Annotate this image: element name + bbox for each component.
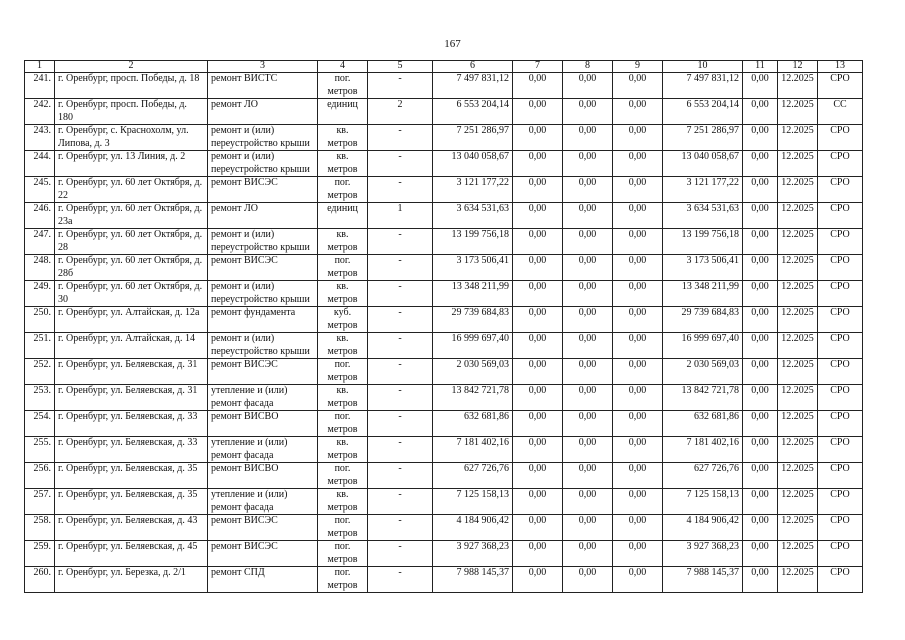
fund-cost-cell: 3 173 506,41 (663, 255, 743, 281)
cost-cell: 0,00 (513, 489, 563, 515)
cost-cell: 0,00 (563, 567, 613, 593)
fund-cost-cell: 6 553 204,14 (663, 99, 743, 125)
fund-cost-cell: 7 181 402,16 (663, 437, 743, 463)
fund-cost-cell: 7 988 145,37 (663, 567, 743, 593)
cost-cell: 0,00 (613, 125, 663, 151)
completion-date-cell: 12.2025 (778, 99, 818, 125)
quantity-cell: - (368, 73, 433, 99)
column-header: 3 (208, 61, 318, 73)
cost-cell: 0,00 (563, 307, 613, 333)
address-cell: г. Оренбург, ул. 60 лет Октября, д. 22 (55, 177, 208, 203)
cost-cell: 0,00 (563, 463, 613, 489)
unit-cell: единиц (318, 203, 368, 229)
address-cell: г. Оренбург, ул. Беляевская, д. 35 (55, 489, 208, 515)
fund-cost-cell: 7 251 286,97 (663, 125, 743, 151)
cost-cell: 0,00 (743, 515, 778, 541)
method-cell: СРО (818, 177, 863, 203)
unit-cell: кв. метров (318, 229, 368, 255)
row-number-cell: 254. (25, 411, 55, 437)
fund-cost-cell: 13 199 756,18 (663, 229, 743, 255)
column-header: 2 (55, 61, 208, 73)
unit-cell: пог. метров (318, 411, 368, 437)
work-type-cell: ремонт и (или) переустройство крыши (208, 125, 318, 151)
cost-cell: 0,00 (743, 151, 778, 177)
cost-cell: 0,00 (613, 437, 663, 463)
cost-cell: 0,00 (743, 489, 778, 515)
cost-cell: 0,00 (613, 151, 663, 177)
cost-cell: 0,00 (743, 307, 778, 333)
cost-cell: 0,00 (613, 359, 663, 385)
address-cell: г. Оренбург, ул. Беляевская, д. 45 (55, 541, 208, 567)
cost-cell: 0,00 (513, 359, 563, 385)
unit-cell: кв. метров (318, 333, 368, 359)
quantity-cell: - (368, 515, 433, 541)
unit-cell: куб. метров (318, 307, 368, 333)
cost-cell: 0,00 (613, 229, 663, 255)
cost-cell: 0,00 (613, 281, 663, 307)
completion-date-cell: 12.2025 (778, 255, 818, 281)
column-header: 6 (433, 61, 513, 73)
quantity-cell: - (368, 307, 433, 333)
address-cell: г. Оренбург, ул. Беляевская, д. 33 (55, 437, 208, 463)
total-cost-cell: 13 348 211,99 (433, 281, 513, 307)
cost-cell: 0,00 (743, 359, 778, 385)
method-cell: СРО (818, 73, 863, 99)
unit-cell: кв. метров (318, 125, 368, 151)
row-number-cell: 242. (25, 99, 55, 125)
table-row (25, 125, 863, 151)
completion-date-cell: 12.2025 (778, 463, 818, 489)
completion-date-cell: 12.2025 (778, 229, 818, 255)
cost-cell: 0,00 (743, 281, 778, 307)
quantity-cell: - (368, 385, 433, 411)
cost-cell: 0,00 (563, 255, 613, 281)
fund-cost-cell: 7 497 831,12 (663, 73, 743, 99)
work-type-cell: утепление и (или) ремонт фасада (208, 489, 318, 515)
cost-cell: 0,00 (513, 255, 563, 281)
address-cell: г. Оренбург, ул. 60 лет Октября, д. 23а (55, 203, 208, 229)
total-cost-cell: 29 739 684,83 (433, 307, 513, 333)
method-cell: СРО (818, 281, 863, 307)
fund-cost-cell: 4 184 906,42 (663, 515, 743, 541)
total-cost-cell: 13 040 058,67 (433, 151, 513, 177)
work-type-cell: ремонт ВИСЭС (208, 255, 318, 281)
unit-cell: кв. метров (318, 385, 368, 411)
unit-cell: кв. метров (318, 281, 368, 307)
method-cell: СРО (818, 359, 863, 385)
work-type-cell: утепление и (или) ремонт фасада (208, 385, 318, 411)
total-cost-cell: 16 999 697,40 (433, 333, 513, 359)
completion-date-cell: 12.2025 (778, 489, 818, 515)
cost-cell: 0,00 (513, 411, 563, 437)
cost-cell: 0,00 (743, 255, 778, 281)
work-type-cell: ремонт и (или) переустройство крыши (208, 151, 318, 177)
total-cost-cell: 7 125 158,13 (433, 489, 513, 515)
row-number-cell: 245. (25, 177, 55, 203)
cost-cell: 0,00 (513, 203, 563, 229)
cost-cell: 0,00 (613, 255, 663, 281)
address-cell: г. Оренбург, ул. 60 лет Октября, д. 30 (55, 281, 208, 307)
cost-cell: 0,00 (513, 73, 563, 99)
column-header: 4 (318, 61, 368, 73)
quantity-cell: - (368, 281, 433, 307)
fund-cost-cell: 632 681,86 (663, 411, 743, 437)
table-row (25, 203, 863, 229)
quantity-cell: - (368, 359, 433, 385)
table-row (25, 515, 863, 541)
total-cost-cell: 7 988 145,37 (433, 567, 513, 593)
quantity-cell: - (368, 437, 433, 463)
cost-cell: 0,00 (513, 307, 563, 333)
row-number-cell: 243. (25, 125, 55, 151)
table-row (25, 463, 863, 489)
method-cell: СРО (818, 411, 863, 437)
quantity-cell: - (368, 411, 433, 437)
table-row (25, 255, 863, 281)
column-header: 5 (368, 61, 433, 73)
cost-cell: 0,00 (513, 541, 563, 567)
cost-cell: 0,00 (513, 567, 563, 593)
quantity-cell: - (368, 463, 433, 489)
work-type-cell: ремонт и (или) переустройство крыши (208, 229, 318, 255)
row-number-cell: 252. (25, 359, 55, 385)
completion-date-cell: 12.2025 (778, 567, 818, 593)
method-cell: СС (818, 99, 863, 125)
cost-cell: 0,00 (513, 177, 563, 203)
method-cell: СРО (818, 541, 863, 567)
address-cell: г. Оренбург, просп. Победы, д. 18 (55, 73, 208, 99)
row-number-cell: 256. (25, 463, 55, 489)
fund-cost-cell: 627 726,76 (663, 463, 743, 489)
row-number-cell: 259. (25, 541, 55, 567)
unit-cell: пог. метров (318, 567, 368, 593)
row-number-cell: 247. (25, 229, 55, 255)
method-cell: СРО (818, 437, 863, 463)
cost-cell: 0,00 (743, 541, 778, 567)
cost-cell: 0,00 (563, 437, 613, 463)
completion-date-cell: 12.2025 (778, 281, 818, 307)
cost-cell: 0,00 (743, 99, 778, 125)
row-number-cell: 257. (25, 489, 55, 515)
cost-cell: 0,00 (513, 125, 563, 151)
table-row (25, 333, 863, 359)
unit-cell: пог. метров (318, 463, 368, 489)
completion-date-cell: 12.2025 (778, 385, 818, 411)
cost-cell: 0,00 (743, 125, 778, 151)
work-type-cell: ремонт ВИСВО (208, 463, 318, 489)
work-type-cell: ремонт и (или) переустройство крыши (208, 333, 318, 359)
address-cell: г. Оренбург, ул. Беляевская, д. 31 (55, 359, 208, 385)
work-type-cell: ремонт ЛО (208, 203, 318, 229)
address-cell: г. Оренбург, с. Краснохолм, ул. Липова, д. 3 (55, 125, 208, 151)
method-cell: СРО (818, 489, 863, 515)
cost-cell: 0,00 (563, 99, 613, 125)
cost-cell: 0,00 (613, 307, 663, 333)
fund-cost-cell: 7 125 158,13 (663, 489, 743, 515)
total-cost-cell: 3 173 506,41 (433, 255, 513, 281)
repair-schedule-table (24, 60, 863, 593)
total-cost-cell: 3 927 368,23 (433, 541, 513, 567)
fund-cost-cell: 13 040 058,67 (663, 151, 743, 177)
column-number-row (25, 61, 863, 73)
quantity-cell: 1 (368, 203, 433, 229)
cost-cell: 0,00 (563, 541, 613, 567)
column-header: 8 (563, 61, 613, 73)
method-cell: СРО (818, 515, 863, 541)
work-type-cell: ремонт СПД (208, 567, 318, 593)
work-type-cell: утепление и (или) ремонт фасада (208, 437, 318, 463)
total-cost-cell: 7 181 402,16 (433, 437, 513, 463)
quantity-cell: - (368, 177, 433, 203)
cost-cell: 0,00 (513, 333, 563, 359)
address-cell: г. Оренбург, ул. 13 Линия, д. 2 (55, 151, 208, 177)
work-type-cell: ремонт ВИСЭС (208, 177, 318, 203)
address-cell: г. Оренбург, ул. Березка, д. 2/1 (55, 567, 208, 593)
method-cell: СРО (818, 385, 863, 411)
total-cost-cell: 2 030 569,03 (433, 359, 513, 385)
work-type-cell: ремонт ВИСЭС (208, 515, 318, 541)
cost-cell: 0,00 (743, 437, 778, 463)
cost-cell: 0,00 (513, 385, 563, 411)
method-cell: СРО (818, 567, 863, 593)
cost-cell: 0,00 (513, 151, 563, 177)
address-cell: г. Оренбург, ул. 60 лет Октября, д. 28б (55, 255, 208, 281)
cost-cell: 0,00 (743, 203, 778, 229)
cost-cell: 0,00 (563, 73, 613, 99)
cost-cell: 0,00 (513, 99, 563, 125)
table-row (25, 489, 863, 515)
quantity-cell: - (368, 125, 433, 151)
table-row (25, 73, 863, 99)
row-number-cell: 244. (25, 151, 55, 177)
method-cell: СРО (818, 463, 863, 489)
fund-cost-cell: 13 348 211,99 (663, 281, 743, 307)
quantity-cell: - (368, 229, 433, 255)
fund-cost-cell: 3 634 531,63 (663, 203, 743, 229)
total-cost-cell: 13 842 721,78 (433, 385, 513, 411)
cost-cell: 0,00 (743, 411, 778, 437)
cost-cell: 0,00 (513, 463, 563, 489)
address-cell: г. Оренбург, просп. Победы, д. 180 (55, 99, 208, 125)
cost-cell: 0,00 (613, 177, 663, 203)
cost-cell: 0,00 (743, 567, 778, 593)
work-type-cell: ремонт ЛО (208, 99, 318, 125)
work-type-cell: ремонт и (или) переустройство крыши (208, 281, 318, 307)
method-cell: СРО (818, 307, 863, 333)
unit-cell: пог. метров (318, 541, 368, 567)
column-header: 1 (25, 61, 55, 73)
cost-cell: 0,00 (743, 333, 778, 359)
row-number-cell: 253. (25, 385, 55, 411)
cost-cell: 0,00 (613, 73, 663, 99)
address-cell: г. Оренбург, ул. Беляевская, д. 33 (55, 411, 208, 437)
unit-cell: кв. метров (318, 437, 368, 463)
unit-cell: пог. метров (318, 515, 368, 541)
method-cell: СРО (818, 151, 863, 177)
row-number-cell: 246. (25, 203, 55, 229)
total-cost-cell: 6 553 204,14 (433, 99, 513, 125)
cost-cell: 0,00 (563, 203, 613, 229)
cost-cell: 0,00 (563, 489, 613, 515)
cost-cell: 0,00 (613, 463, 663, 489)
column-header: 7 (513, 61, 563, 73)
cost-cell: 0,00 (613, 385, 663, 411)
cost-cell: 0,00 (743, 463, 778, 489)
table-row (25, 99, 863, 125)
column-header: 11 (743, 61, 778, 73)
cost-cell: 0,00 (743, 385, 778, 411)
completion-date-cell: 12.2025 (778, 73, 818, 99)
cost-cell: 0,00 (743, 177, 778, 203)
table-row (25, 437, 863, 463)
unit-cell: кв. метров (318, 151, 368, 177)
unit-cell: пог. метров (318, 359, 368, 385)
total-cost-cell: 3 121 177,22 (433, 177, 513, 203)
column-header: 12 (778, 61, 818, 73)
fund-cost-cell: 3 121 177,22 (663, 177, 743, 203)
total-cost-cell: 627 726,76 (433, 463, 513, 489)
row-number-cell: 241. (25, 73, 55, 99)
table-row (25, 177, 863, 203)
cost-cell: 0,00 (613, 411, 663, 437)
total-cost-cell: 13 199 756,18 (433, 229, 513, 255)
completion-date-cell: 12.2025 (778, 307, 818, 333)
column-header: 13 (818, 61, 863, 73)
cost-cell: 0,00 (743, 229, 778, 255)
completion-date-cell: 12.2025 (778, 333, 818, 359)
quantity-cell: 2 (368, 99, 433, 125)
completion-date-cell: 12.2025 (778, 411, 818, 437)
completion-date-cell: 12.2025 (778, 541, 818, 567)
quantity-cell: - (368, 541, 433, 567)
work-type-cell: ремонт фундамента (208, 307, 318, 333)
unit-cell: пог. метров (318, 73, 368, 99)
address-cell: г. Оренбург, ул. Алтайская, д. 14 (55, 333, 208, 359)
row-number-cell: 250. (25, 307, 55, 333)
quantity-cell: - (368, 151, 433, 177)
work-type-cell: ремонт ВИСЭС (208, 359, 318, 385)
quantity-cell: - (368, 489, 433, 515)
cost-cell: 0,00 (513, 437, 563, 463)
row-number-cell: 255. (25, 437, 55, 463)
method-cell: СРО (818, 333, 863, 359)
address-cell: г. Оренбург, ул. Беляевская, д. 35 (55, 463, 208, 489)
table-row (25, 541, 863, 567)
quantity-cell: - (368, 567, 433, 593)
completion-date-cell: 12.2025 (778, 515, 818, 541)
address-cell: г. Оренбург, ул. 60 лет Октября, д. 28 (55, 229, 208, 255)
cost-cell: 0,00 (613, 203, 663, 229)
unit-cell: единиц (318, 99, 368, 125)
cost-cell: 0,00 (563, 151, 613, 177)
cost-cell: 0,00 (613, 99, 663, 125)
completion-date-cell: 12.2025 (778, 151, 818, 177)
row-number-cell: 260. (25, 567, 55, 593)
cost-cell: 0,00 (743, 73, 778, 99)
column-header: 10 (663, 61, 743, 73)
unit-cell: пог. метров (318, 177, 368, 203)
cost-cell: 0,00 (613, 489, 663, 515)
fund-cost-cell: 13 842 721,78 (663, 385, 743, 411)
cost-cell: 0,00 (563, 229, 613, 255)
row-number-cell: 251. (25, 333, 55, 359)
total-cost-cell: 7 497 831,12 (433, 73, 513, 99)
cost-cell: 0,00 (513, 229, 563, 255)
method-cell: СРО (818, 203, 863, 229)
cost-cell: 0,00 (563, 515, 613, 541)
total-cost-cell: 4 184 906,42 (433, 515, 513, 541)
cost-cell: 0,00 (563, 385, 613, 411)
completion-date-cell: 12.2025 (778, 359, 818, 385)
table-row (25, 307, 863, 333)
cost-cell: 0,00 (613, 333, 663, 359)
address-cell: г. Оренбург, ул. Беляевская, д. 31 (55, 385, 208, 411)
completion-date-cell: 12.2025 (778, 125, 818, 151)
completion-date-cell: 12.2025 (778, 177, 818, 203)
row-number-cell: 248. (25, 255, 55, 281)
quantity-cell: - (368, 333, 433, 359)
work-type-cell: ремонт ВИСТС (208, 73, 318, 99)
table-row (25, 411, 863, 437)
table-row (25, 229, 863, 255)
total-cost-cell: 7 251 286,97 (433, 125, 513, 151)
cost-cell: 0,00 (513, 281, 563, 307)
fund-cost-cell: 2 030 569,03 (663, 359, 743, 385)
cost-cell: 0,00 (563, 281, 613, 307)
column-header: 9 (613, 61, 663, 73)
work-type-cell: ремонт ВИСЭС (208, 541, 318, 567)
total-cost-cell: 632 681,86 (433, 411, 513, 437)
total-cost-cell: 3 634 531,63 (433, 203, 513, 229)
table-row (25, 281, 863, 307)
fund-cost-cell: 3 927 368,23 (663, 541, 743, 567)
address-cell: г. Оренбург, ул. Алтайская, д. 12а (55, 307, 208, 333)
unit-cell: кв. метров (318, 489, 368, 515)
cost-cell: 0,00 (563, 359, 613, 385)
fund-cost-cell: 29 739 684,83 (663, 307, 743, 333)
cost-cell: 0,00 (613, 541, 663, 567)
cost-cell: 0,00 (563, 177, 613, 203)
cost-cell: 0,00 (563, 125, 613, 151)
row-number-cell: 258. (25, 515, 55, 541)
completion-date-cell: 12.2025 (778, 203, 818, 229)
fund-cost-cell: 16 999 697,40 (663, 333, 743, 359)
method-cell: СРО (818, 255, 863, 281)
unit-cell: пог. метров (318, 255, 368, 281)
method-cell: СРО (818, 125, 863, 151)
cost-cell: 0,00 (563, 333, 613, 359)
quantity-cell: - (368, 255, 433, 281)
row-number-cell: 249. (25, 281, 55, 307)
cost-cell: 0,00 (513, 515, 563, 541)
method-cell: СРО (818, 229, 863, 255)
table-row (25, 385, 863, 411)
completion-date-cell: 12.2025 (778, 437, 818, 463)
page-number: 167 (444, 38, 461, 50)
table-row (25, 567, 863, 593)
cost-cell: 0,00 (613, 567, 663, 593)
work-type-cell: ремонт ВИСВО (208, 411, 318, 437)
table-row (25, 359, 863, 385)
cost-cell: 0,00 (613, 515, 663, 541)
address-cell: г. Оренбург, ул. Беляевская, д. 43 (55, 515, 208, 541)
cost-cell: 0,00 (563, 411, 613, 437)
table-row (25, 151, 863, 177)
